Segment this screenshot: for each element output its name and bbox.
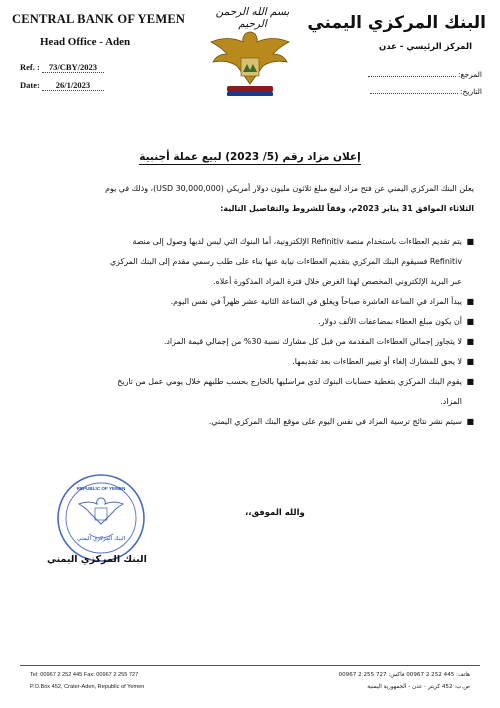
bullet-icon: ■	[466, 297, 474, 306]
list-item-line: Refinitiv فسيقوم البنك المركزي بتقديم العطاءات نيابة عنها بناء على طلب رسمي مقدم إلى البنك المركزي	[109, 257, 462, 266]
list-item	[18, 332, 474, 352]
footer-divider	[20, 665, 480, 666]
list-item-line: يتم تقديم العطاءات باستخدام منصة Refinitiv الإلكترونية، أما البنوك التي ليس لديها وصول إلى منصة	[132, 237, 462, 246]
list-item-line: لا يحق للمشارك إلغاء أو تغيير العطاءات بعد تقديمها.	[292, 357, 462, 366]
ar-date-dots	[370, 93, 458, 94]
bullet-icon: ■	[466, 317, 474, 326]
footer-ar-address: ص.ب: 452 كريتر - عدن - الجمهورية اليمنية	[367, 684, 470, 690]
en-office-name: Head Office - Aden	[40, 36, 131, 48]
bullet-icon: ■	[466, 237, 474, 246]
intro-paragraph	[18, 179, 474, 219]
footer-en-address: P.O.Box 452, Crater-Aden, Republic of Yemen	[30, 684, 145, 690]
stamp-top-text: REPUBLIC OF YEMEN	[76, 486, 126, 491]
bullet-icon: ■	[466, 337, 474, 346]
ar-bank-name: البنك المركزي اليمني	[307, 13, 486, 33]
list-item	[18, 292, 474, 312]
list-item	[18, 412, 474, 432]
ref-label: Ref. :	[20, 62, 40, 72]
intro-line: يعلن البنك المركزي اليمني عن فتح مزاد لبيع مبلغ ثلاثون مليون دولار أمريكي (30,000,000 USD)، وذلك في يوم	[105, 184, 474, 193]
bullet-icon: ■	[466, 357, 474, 366]
official-stamp	[55, 472, 147, 564]
list-item-line: سيتم نشر نتائج ترسية المزاد في نفس اليوم على موقع البنك المركزي اليمني.	[208, 417, 462, 426]
ar-ref-label: المرجع:	[458, 70, 482, 79]
bullet-icon: ■	[466, 377, 474, 386]
list-item	[18, 232, 474, 292]
title-text: إعلان مزاد رقم (5/ 2023) لبيع عملة أجنبية	[139, 151, 361, 163]
basmala: بسم الله الرحمن الرحيم	[215, 6, 290, 30]
date-label: Date:	[20, 80, 40, 90]
date-row	[20, 80, 104, 91]
ar-date-row	[370, 87, 482, 96]
intro-line: الثلاثاء الموافق 31 يناير 2023م، وفقاً للشروط والتفاصيل التالية:	[220, 204, 474, 213]
ref-row	[20, 62, 104, 73]
ar-office-name: المركز الرئيسي - عدن	[378, 42, 472, 52]
list-item-line: المزاد.	[440, 397, 462, 406]
date-value: 26/1/2023	[42, 80, 104, 91]
list-item-line: عبر البريد الإلكتروني المخصص لهذا الغرض خلال فترة المزاد المذكورة أعلاه.	[213, 277, 462, 286]
list-item	[18, 312, 474, 332]
stamp-arabic-text: البنك المركزي اليمني	[76, 536, 126, 542]
footer-en-contact: Tel: 00967 2 252 445 Fax: 00967 2 255 727	[30, 672, 139, 678]
signature-bank-name: البنك المركزي اليمني	[47, 554, 147, 565]
bullet-icon: ■	[466, 417, 474, 426]
list-item-line: يبدأ المزاد في الساعة العاشرة صباحاً ويغلق في الساعة الثانية عشر ظهراً في نفس اليوم.	[170, 297, 462, 306]
document-title	[0, 151, 500, 163]
eagle-emblem-icon	[205, 24, 295, 104]
ref-value: 73/CBY/2023	[42, 62, 104, 73]
list-item-line: يقوم البنك المركزي بتغطية حسابات البنوك لدى مراسليها بالخارج بحسب طلبهم خلال يومي عمل من تاريخ	[117, 377, 462, 386]
list-item	[18, 352, 474, 372]
list-item-line: لا يتجاوز إجمالي العطاءات المقدمة من قبل كل مشارك نسبة 30% من إجمالي قيمة المزاد.	[163, 337, 462, 346]
list-item-line: أن يكون مبلغ العطاء بمضاعفات الألف دولار.	[318, 317, 462, 326]
en-bank-name: CENTRAL BANK OF YEMEN	[12, 12, 186, 26]
conditions-list	[18, 232, 474, 432]
ar-date-label: التاريخ:	[460, 87, 482, 96]
closing-phrase: والله الموفق،،	[245, 508, 305, 518]
ar-ref-dots	[368, 76, 456, 77]
ar-ref-row	[368, 70, 482, 79]
list-item	[18, 372, 474, 412]
footer-ar-contact: هاتف: 445 252 2 00967 فاكس: 727 255 2 00967	[338, 672, 470, 678]
